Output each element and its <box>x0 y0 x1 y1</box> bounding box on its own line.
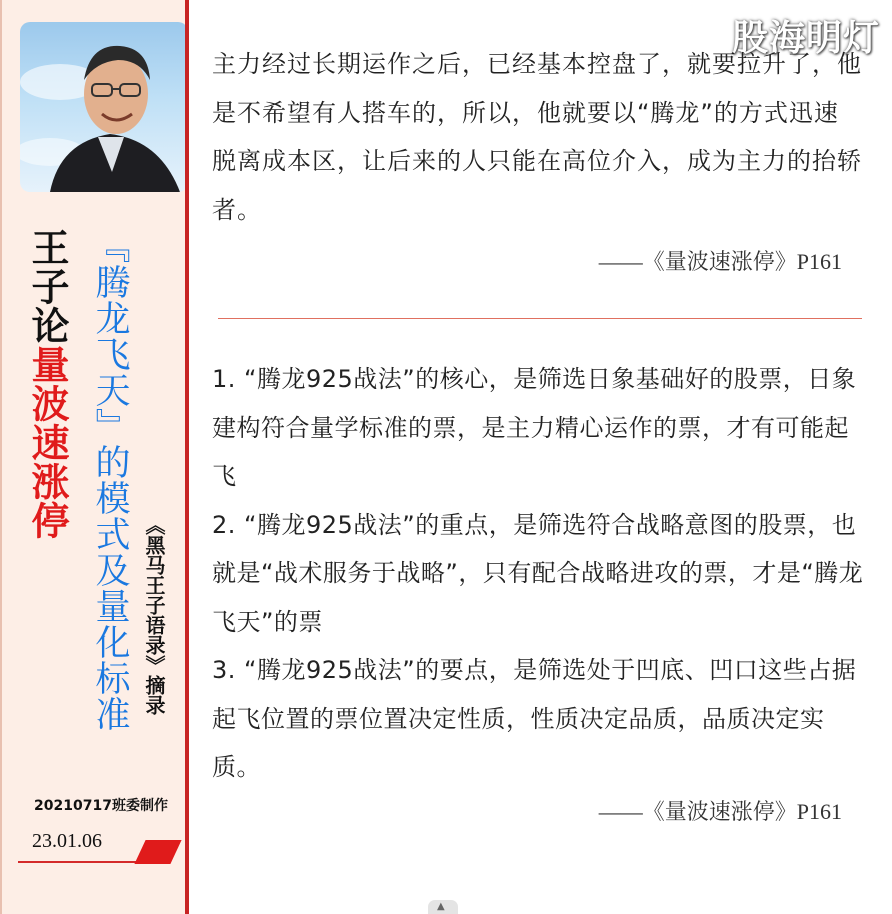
author-column <box>25 228 69 540</box>
points-citation: ——《量波速涨停》P161 <box>598 799 842 824</box>
quote-citation: ——《量波速涨停》P161 <box>598 249 842 274</box>
author-prefix: 王子论 <box>25 228 69 345</box>
sidebar-divider <box>185 0 189 914</box>
maker-credit: 20210717班委制作 <box>34 798 168 814</box>
issue-date: 23.01.06 <box>32 830 102 852</box>
point-item-3: 3. “腾龙925战法”的要点，是筛选处于凹底、凹口这些占据起飞位置的票位置决定性质，性质决定品质，品质决定实质。 <box>212 656 857 781</box>
date-accent-tab <box>134 840 181 864</box>
author-photo <box>20 22 188 192</box>
scroll-up-handle[interactable] <box>428 900 458 914</box>
headline-column: 『腾龙飞天』的模式及量化标准 <box>90 228 130 732</box>
section-divider <box>218 318 862 319</box>
book-title: 量波速涨停 <box>25 345 69 540</box>
date-underline <box>18 861 148 863</box>
author-photo-illustration <box>20 22 188 192</box>
source-note: 《黑马王子语录》摘录 <box>142 515 166 715</box>
quote-paragraph: 主力经过长期运作之后，已经基本控盘了，就要拉升了，他是不希望有人搭车的，所以，他就要以“腾龙”的方式迅速脱离成本区，让后来的人只能在高位介入，成为主力的抬轿者。 <box>212 50 862 224</box>
point-item-2: 2. “腾龙925战法”的重点，是筛选符合战略意图的股票，也就是“战术服务于战略”，只有配合战略进攻的票，才是“腾龙飞天”的票 <box>212 510 864 636</box>
sidebar-panel <box>0 0 187 914</box>
watermark-logo: 股海明灯 <box>731 18 880 59</box>
point-item-1: 1. “腾龙925战法”的核心，是筛选日象基础好的股票，日象建构符合量学标准的票，是主力精心运作的票，才有可能起飞 <box>212 365 857 490</box>
points-list <box>212 355 872 792</box>
chevron-up-icon: ▲ <box>437 901 445 912</box>
